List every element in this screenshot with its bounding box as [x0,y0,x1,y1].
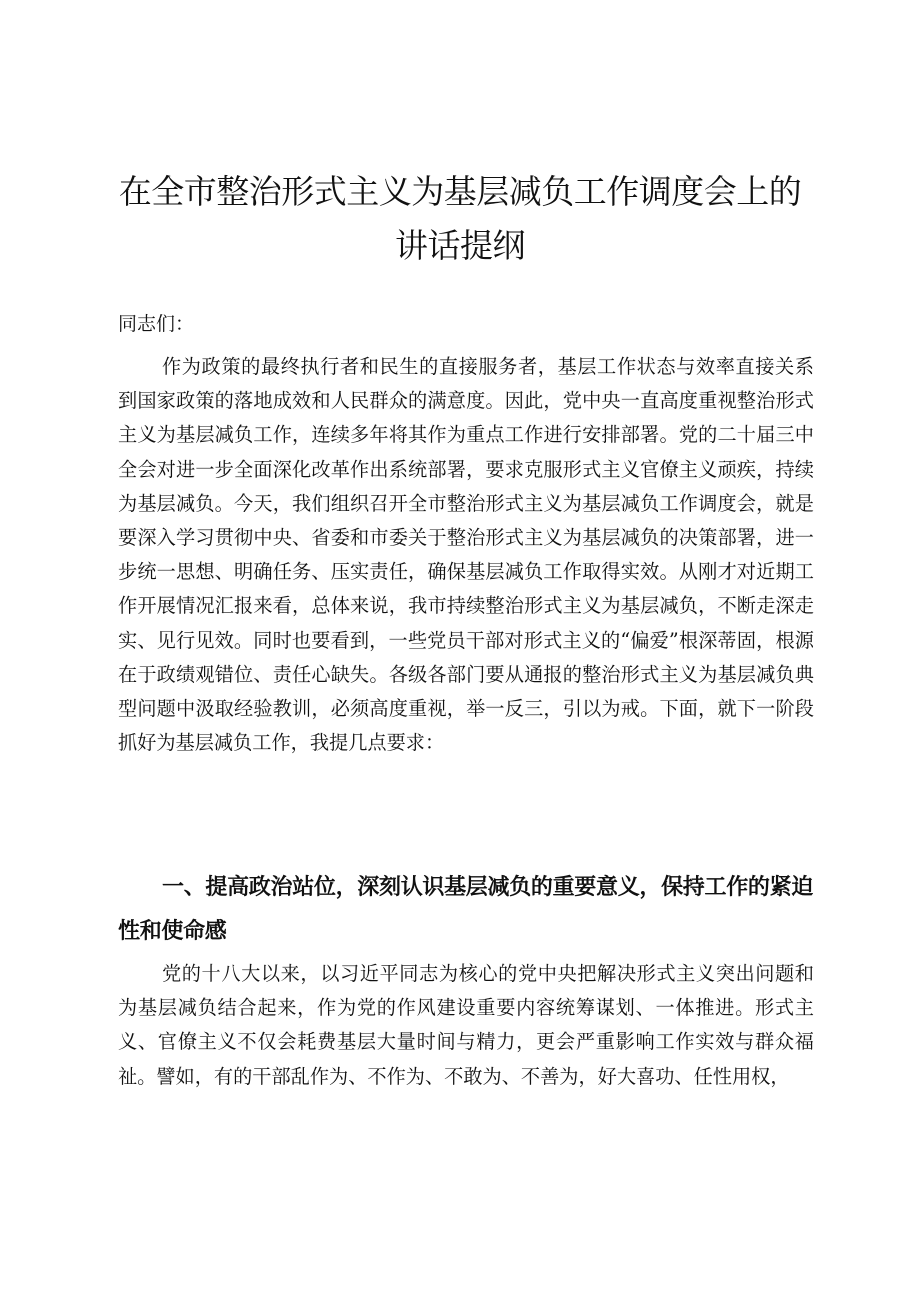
document-title: 在全市整治形式主义为基层减负工作调度会上的讲话提纲 [118,172,802,265]
salutation: 同志们： [118,313,195,335]
section-heading-1: 一、提高政治站位，深刻认识基层减负的重要意义，保持工作的紧迫性和使命感 [118,875,814,944]
paragraph-section-1: 党的十八大以来，以习近平同志为核心的党中央把解决形式主义突出问题和为基层减负结合起来，作为党的作风建设重要内容统筹谋划、一体推进。形式主义、官僚主义不仅会耗费基层大量时间与精力，更会严重影响工作实效与群众福祉。譬如，有的干部乱作为、不作为、不敢为、不善为，好大喜功、任性用权， [118,962,814,1088]
paragraph-introduction: 作为政策的最终执行者和民生的直接服务者，基层工作状态与效率直接关系到国家政策的落地成效和人民群众的满意度。因此，党中央一直高度重视整治形式主义为基层减负工作，连续多年将其作为重点工作进行安排部署。党的二十届三中全会对进一步全面深化改革作出系统部署，要求克服形式主义官僚主义顽疾，持续为基层减负。今天，我们组织召开全市整治形式主义为基层减负工作调度会，就是要深入学习贯彻中央、省委和市委关于整治形式主义为基层减负的决策部署，进一步统一思想、明确任务、压实责任，确保基层减负工作取得实效。从刚才对近期工作开展情况汇报来看，总体来说，我市持续整治形式主义为基层减负，不断走深走实、见行见效。同时也要看到，一些党员干部对形式主义的“偏爱”根深蒂固，根源在于政绩观错位、责任心缺失。各级各部门要从通报的整治形式主义为基层减负典型问题中汲取经验教训，必须高度重视，举一反三，引以为戒。下面，就下一阶段抓好为基层减负工作，我提几点要求： [118,355,814,755]
